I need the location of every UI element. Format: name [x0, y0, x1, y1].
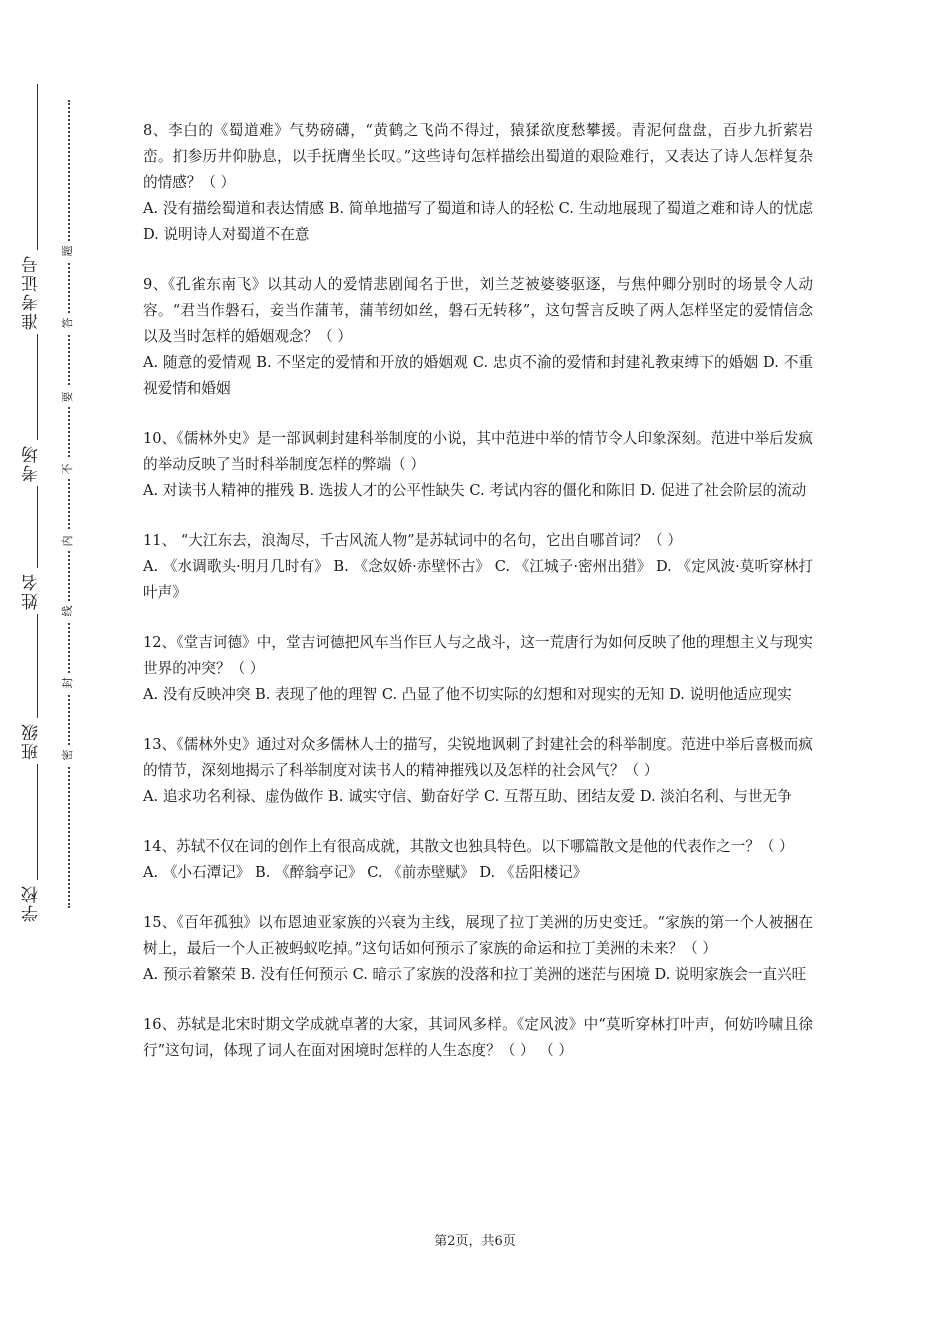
question-options: A. 没有描绘蜀道和表达情感 B. 简单地描写了蜀道和诗人的轻松 C. 生动地展现了蜀道之难和诗人的忧虑 D. 说明诗人对蜀道不在意 — [143, 200, 813, 243]
question-options: A. 《水调歌头·明月几时有》 B. 《念奴娇·赤壁怀古》 C. 《江城子·密州出猎》 D. 《定风波·莫听穿林打叶声》 — [143, 558, 813, 601]
question-stem: 9、《孔雀东南飞》以其动人的爱情悲剧闻名于世，刘兰芝被婆婆驱逐，与焦仲卿分别时的场景令人动容。“君当作磐石，妾当作蒲苇，蒲苇纫如丝，磐石无转移”，这句誓言反映了两人怎样坚定的爱情信念以及当时怎样的婚姻观念？（ ） — [143, 276, 813, 345]
seal-char-xian: 线 — [61, 601, 75, 621]
question-12 — [143, 630, 813, 708]
question-stem: 10、《儒林外史》是一部讽刺封建科举制度的小说，其中范进中举的情节令人印象深刻。范进中举后发疯的举动反映了当时科举制度怎样的弊端（ ） — [143, 430, 813, 473]
seal-char-ti: 题 — [61, 241, 75, 261]
seal-char-bu: 不 — [61, 459, 75, 479]
seal-char-da: 答 — [61, 313, 75, 333]
exam-room-label: 考场 — [22, 440, 52, 486]
question-stem: 8、李白的《蜀道难》气势磅礴，“黄鹤之飞尚不得过，猿猱欲度愁攀援。青泥何盘盘，百步九折萦岩峦。扪参历井仰胁息，以手抚膺坐长叹。”这些诗句怎样描绘出蜀道的艰险难行，又表达了诗人怎样复杂的情感？（ ） — [143, 122, 813, 191]
page-number: 第2页，共6页 — [434, 1234, 516, 1249]
question-stem: 14、苏轼不仅在词的创作上有很高成就，其散文也独具特色。以下哪篇散文是他的代表作之一？（ ） — [143, 838, 794, 855]
question-11 — [143, 528, 813, 606]
question-stem: 15、《百年孤独》以布恩迪亚家族的兴衰为主线，展现了拉丁美洲的历史变迁。“家族的第一个人被捆在树上，最后一个人正被蚂蚁吃掉。”这句话如何预示了家族的命运和拉丁美洲的未来？（ ） — [143, 914, 813, 957]
seal-dotted-line — [68, 100, 70, 908]
binding-margin — [0, 0, 110, 1344]
question-15 — [143, 910, 813, 988]
question-options: A. 《小石潭记》 B. 《醉翁亭记》 C. 《前赤壁赋》 D. 《岳阳楼记》 — [143, 864, 588, 881]
question-options: A. 没有反映冲突 B. 表现了他的理智 C. 凸显了他不切实际的幻想和对现实的无知 D. 说明他适应现实 — [143, 686, 792, 703]
question-10 — [143, 426, 813, 504]
question-stem: 16、苏轼是北宋时期文学成就卓著的大家，其词风多样。《定风波》中“莫听穿林打叶声，何妨吟啸且徐行”这句词，体现了词人在面对困境时怎样的人生态度？（ ） （ ） — [143, 1016, 813, 1059]
name-label: 姓名 — [22, 568, 52, 614]
question-options: A. 追求功名利禄、虚伪做作 B. 诚实守信、勤奋好学 C. 互帮互助、团结友爱 D. 淡泊名利、与世无争 — [143, 788, 792, 805]
question-stem: 11、 “大江东去，浪淘尽，千古风流人物”是苏轼词中的名句，它出自哪首词？（ ） — [143, 532, 682, 549]
question-9 — [143, 272, 813, 402]
seal-char-nei: 内 — [61, 531, 75, 551]
question-options: A. 预示着繁荣 B. 没有任何预示 C. 暗示了家族的没落和拉丁美洲的迷茫与困境 D. 说明家族会一直兴旺 — [143, 966, 807, 983]
exam-number-label: 准考证号 — [22, 250, 52, 334]
class-label: 班级 — [22, 718, 52, 764]
question-16 — [143, 1012, 813, 1064]
question-stem: 13、《儒林外史》通过对众多儒林人士的描写，尖锐地讽刺了封建社会的科举制度。范进中举后喜极而疯的情节，深刻地揭示了科举制度对读书人的精神摧残以及怎样的社会风气？（ ） — [143, 736, 813, 779]
question-options: A. 对读书人精神的摧残 B. 选拔人才的公平性缺失 C. 考试内容的僵化和陈旧 D. 促进了社会阶层的流动 — [143, 482, 807, 499]
question-14 — [143, 834, 813, 886]
seal-char-mi: 密 — [61, 745, 75, 765]
seal-char-feng: 封 — [61, 673, 75, 693]
seal-char-yao: 要 — [61, 387, 75, 407]
question-8 — [143, 118, 813, 248]
question-options: A. 随意的爱情观 B. 不坚定的爱情和开放的婚姻观 C. 忠贞不渝的爱情和封建礼教束缚下的婚姻 D. 不重视爱情和婚姻 — [143, 354, 813, 397]
school-label: 学校 — [22, 880, 52, 926]
question-list — [143, 118, 813, 1088]
question-stem: 12、《堂吉诃德》中，堂吉诃德把风车当作巨人与之战斗，这一荒唐行为如何反映了他的理想主义与现实世界的冲突？（ ） — [143, 634, 813, 677]
binding-solid-line — [37, 84, 38, 924]
question-13 — [143, 732, 813, 810]
